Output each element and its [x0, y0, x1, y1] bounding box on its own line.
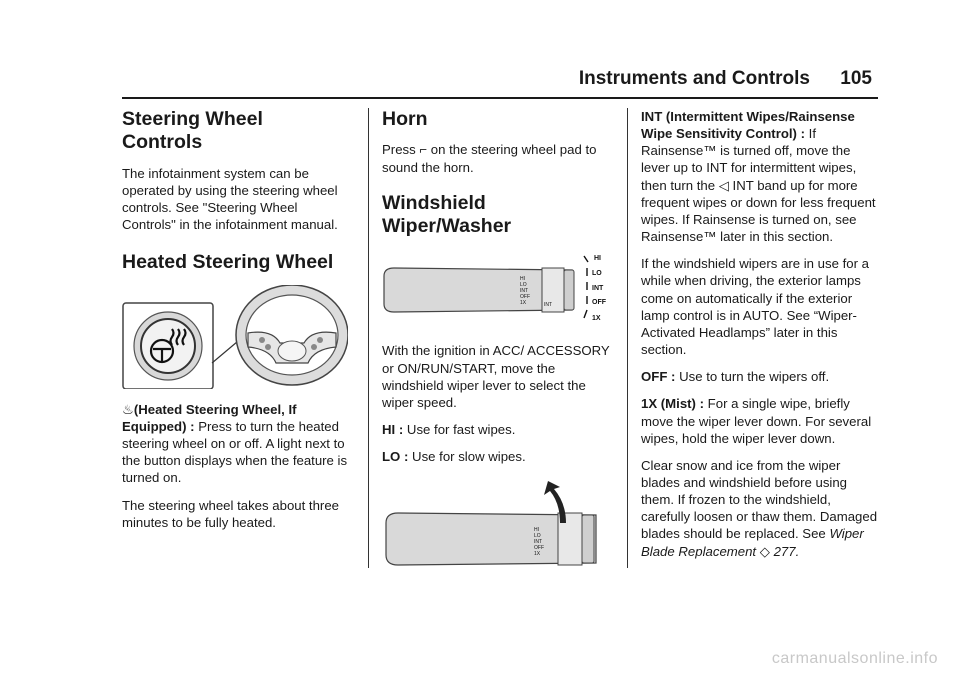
column-1: [122, 108, 348, 541]
position-label-lo: LO: [592, 270, 602, 278]
paragraph-infotainment: The infotainment system can be operated by using the steering wheel controls. See "Steering Wheel Controls" in the infotainment manual.: [122, 165, 338, 233]
lever-label: INT: [534, 539, 543, 546]
lever-label: OFF: [534, 545, 544, 552]
page-number: 105: [840, 68, 872, 89]
watermark: carmanualsonline.info: [771, 650, 938, 667]
lever-label: 1X: [534, 551, 541, 558]
text-clear-snow: Clear snow and ice from the wiper blades and windshield before using them. If frozen to the windshield, carefully loosen or thaw them. Damaged blades should be replaced. See: [641, 457, 878, 542]
wiper-band-icon: ◁: [718, 177, 729, 193]
heading-horn: Horn: [382, 108, 428, 130]
label-lo: LO :: [382, 449, 409, 465]
label-int: INT (Intermittent Wipes/Rainsense Wipe Sensitivity Control) :: [641, 109, 855, 142]
wiper-lever-figure-2: [382, 481, 614, 577]
text-int-a: If Rainsense™ is turned off, move the lever up to INT for intermittent wipes, then turn the: [641, 126, 857, 193]
link-wiper-blade-replacement[interactable]: Wiper Blade Replacement: [641, 526, 864, 559]
heading-windshield-wiper-washer: Windshield Wiper/Washer: [382, 191, 512, 238]
label-mist: 1X (Mist) :: [641, 396, 705, 412]
lever-label: LO: [534, 533, 541, 540]
column-divider-2: [627, 108, 628, 568]
paragraph-off: [641, 368, 879, 385]
label-off: OFF :: [641, 369, 676, 385]
position-label-int: INT: [592, 285, 604, 293]
text-hi: Use for fast wipes.: [403, 422, 516, 438]
horn-text-pre: Press: [382, 142, 420, 158]
heated-steering-wheel-figure: [122, 285, 348, 389]
page-ref-number: 277.: [769, 543, 800, 559]
steering-wheel-illustration: [236, 285, 348, 385]
text-mist: For a single wipe, briefly move the wiper lever down. For several wipes, hold the wiper lever down.: [641, 396, 872, 446]
lever-label: OFF: [520, 294, 530, 301]
position-label-off: OFF: [592, 299, 606, 307]
text-lo: Use for slow wipes.: [408, 449, 526, 465]
heading-heated-steering-wheel: Heated Steering Wheel: [122, 251, 334, 274]
paragraph-heat-time: The steering wheel takes about three minutes to be fully heated.: [122, 497, 339, 530]
header-rule: [122, 97, 878, 99]
text-int-b: INT band up for more frequent wipes or down for less frequent wipes. If Rainsense is turned on, see Rainsense™ later in this section.: [641, 177, 876, 245]
text-heated-steering-wheel: Press to turn the heated steering wheel on or off. A light next to the button displays when the feature is turned on.: [122, 418, 348, 486]
column-2: [382, 108, 614, 589]
section-title: Instruments and Controls: [578, 68, 810, 89]
wiper-lever-figure-1: [382, 248, 614, 330]
page-ref-icon: ◇: [756, 543, 770, 559]
lever-label: 1X: [520, 300, 527, 307]
paragraph-clear-snow: [641, 457, 879, 560]
lever-label: INT: [520, 288, 529, 295]
paragraph-heated-button: [122, 401, 348, 487]
paragraph-headlamps: If the windshield wipers are in use for a while when driving, the exterior lamps come on automatically if the exterior lamp control is in AUTO. See “Wiper-Activated Headlamps” later in this section.: [641, 256, 869, 358]
label-heated-steering-wheel: (Heated Steering Wheel, If Equipped) :: [122, 401, 297, 434]
position-label-1x: 1X: [592, 315, 601, 323]
paragraph-lo: [382, 448, 614, 465]
lever-label: INT: [544, 302, 553, 309]
heated-wheel-symbol-icon: ♨: [122, 401, 134, 417]
lever-label: LO: [520, 282, 527, 289]
page-header: [0, 68, 960, 96]
paragraph-mist: [641, 395, 879, 446]
column-3: [641, 108, 879, 570]
paragraph-ignition: With the ignition in ACC/ ACCESSORY or ON/RUN/START, move the windshield wiper lever to select the wiper speed.: [382, 343, 610, 410]
heading-steering-wheel-controls: Steering Wheel Controls: [122, 108, 263, 154]
text-off: Use to turn the wipers off.: [675, 369, 830, 385]
horn-text-post: on the steering wheel pad to sound the horn.: [382, 142, 597, 175]
paragraph-int: [641, 108, 879, 245]
label-hi: HI :: [382, 422, 404, 438]
paragraph-hi: [382, 421, 614, 438]
column-divider-1: [368, 108, 369, 568]
lever-label: HI: [534, 527, 539, 534]
lever-label: HI: [520, 276, 525, 283]
horn-icon: ⌐: [419, 142, 428, 158]
paragraph-horn: [382, 141, 614, 175]
position-label-hi: HI: [594, 255, 601, 263]
